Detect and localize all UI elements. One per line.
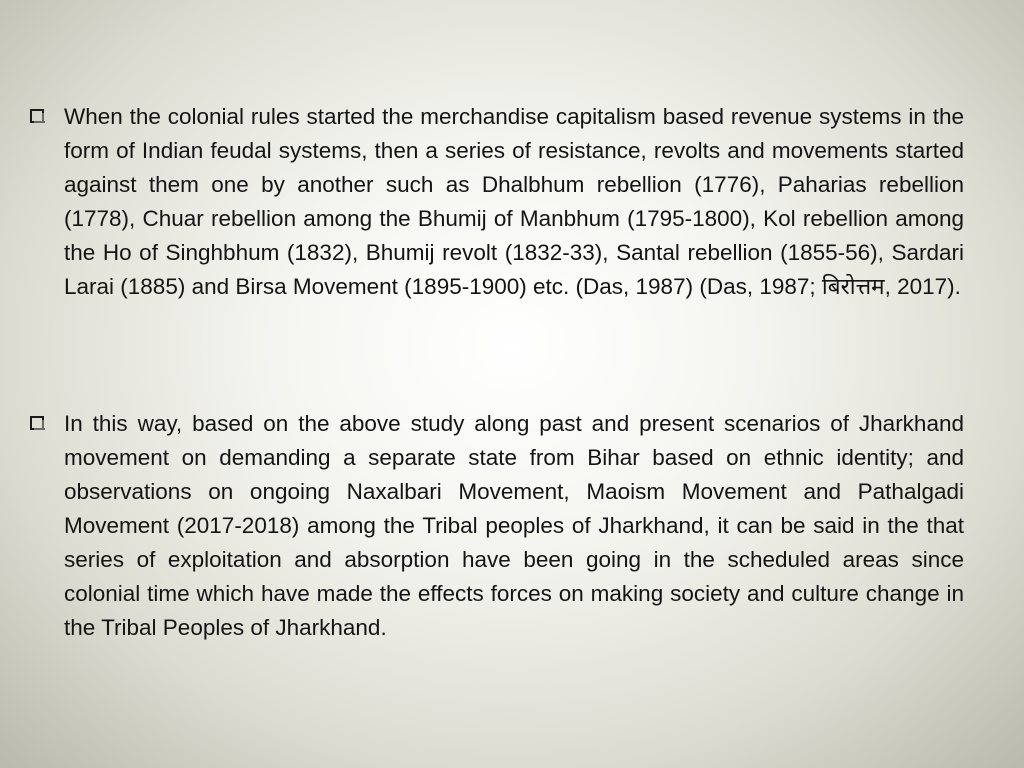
bullet-text: When the colonial rules started the merchandise capitalism based revenue systems in the form of Indian feudal systems, then a series of resistance, revolts and movements started against them one by another such as Dhalbhum rebellion (1776), Paharias rebellion (1778), Chuar rebellion among the Bhumij of Manbhum (1795-1800), Kol rebellion among the Ho of Singhbhum (1832), Bhumij revolt (1832-33), Santal rebellion (1855-56), Sardari Larai (1885) and Birsa Movement (1895-1900) etc. (Das, 1987) (Das, 1987; बिरोत्तम, 2017). [64, 104, 964, 299]
checkbox-icon [30, 416, 44, 430]
bullet-item-jharkhand-movement [30, 407, 964, 645]
bullet-item-colonial-revolts [30, 100, 964, 304]
bullet-text: In this way, based on the above study along past and present scenarios of Jharkhand movement on demanding a separate state from Bihar based on ethnic identity; and observations on ongoing Naxalbari Movement, Maoism Movement and Pathalgadi Movement (2017-2018) among the Tribal peoples of Jharkhand, it can be said in the that series of exploitation and absorption have been going in the scheduled areas since colonial time which have made the effects forces on making society and culture change in the Tribal Peoples of Jharkhand. [64, 411, 964, 640]
checkbox-icon [30, 109, 44, 123]
